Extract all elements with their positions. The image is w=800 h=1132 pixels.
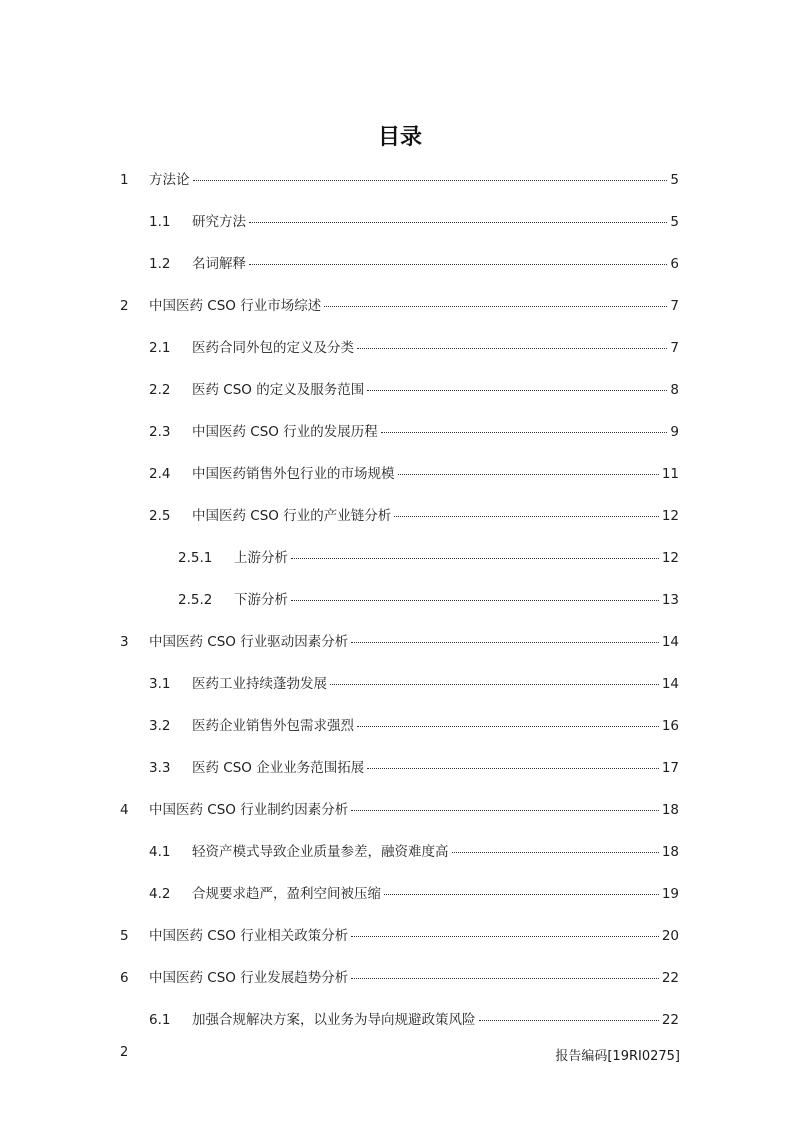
dot-leader	[351, 810, 659, 811]
dot-leader	[351, 978, 659, 979]
toc-entry-title: 合规要求趋严，盈利空间被压缩	[192, 886, 381, 902]
toc-entry-title: 中国医药 CSO 行业相关政策分析	[149, 928, 349, 944]
toc-entry-title: 轻资产模式导致企业质量参差，融资难度高	[192, 844, 449, 860]
toc-entry-title: 中国医药 CSO 行业制约因素分析	[149, 802, 349, 818]
dot-leader	[479, 1020, 659, 1021]
toc-entry-title: 下游分析	[234, 592, 288, 608]
toc-entry-title: 中国医药 CSO 行业驱动因素分析	[149, 634, 349, 650]
toc-entry-number: 2.3	[149, 424, 171, 440]
toc-entry[interactable]	[149, 336, 679, 356]
dot-leader	[357, 726, 659, 727]
dot-leader	[367, 390, 667, 391]
toc-entry-number: 4.2	[149, 886, 171, 902]
toc-entry-number: 3.2	[149, 718, 171, 734]
toc-entry[interactable]	[149, 840, 679, 860]
toc-entry-title: 加强合规解决方案，以业务为导向规避政策风险	[192, 1012, 476, 1028]
toc-entry-number: 4.1	[149, 844, 171, 860]
toc-entry[interactable]	[149, 252, 679, 272]
toc-entry-title: 方法论	[149, 172, 190, 188]
toc-entry-page: 22	[661, 1012, 679, 1028]
toc-entry-title: 医药 CSO 企业业务范围拓展	[192, 760, 365, 776]
dot-leader	[330, 684, 659, 685]
toc-entry[interactable]	[178, 588, 679, 608]
toc-entry[interactable]	[149, 714, 679, 734]
toc-entry[interactable]	[120, 294, 679, 314]
toc-entry-title: 名词解释	[192, 256, 246, 272]
toc-entry-title: 中国医药 CSO 行业的发展历程	[192, 424, 378, 440]
toc-entry-number: 2.2	[149, 382, 171, 398]
toc-entry-number: 1.2	[149, 256, 171, 272]
dot-leader	[367, 768, 659, 769]
dot-leader	[381, 432, 668, 433]
dot-leader	[384, 894, 659, 895]
toc-entry[interactable]	[120, 630, 679, 650]
toc-entry-page: 16	[661, 718, 679, 734]
toc-entry-title: 上游分析	[234, 550, 288, 566]
toc-entry[interactable]	[149, 1008, 679, 1028]
toc-entry-page: 17	[661, 760, 679, 776]
toc-entry-page: 5	[670, 214, 679, 230]
toc-entry-page: 18	[661, 844, 679, 860]
report-code: 报告编码[19RI0275]	[555, 1049, 680, 1064]
toc-entry[interactable]	[149, 462, 679, 482]
toc-entry-page: 20	[661, 928, 679, 944]
toc-entry-number: 4	[120, 802, 129, 818]
toc-entry-title: 中国医药销售外包行业的市场规模	[192, 466, 395, 482]
dot-leader	[291, 558, 659, 559]
toc-entry-number: 2.1	[149, 340, 171, 356]
toc-entry-title: 中国医药 CSO 行业市场综述	[149, 298, 322, 314]
toc-entry-page: 12	[661, 550, 679, 566]
dot-leader	[351, 936, 659, 937]
toc-entry-number: 6	[120, 970, 129, 986]
toc-entry[interactable]	[149, 504, 679, 524]
toc-entry-page: 7	[670, 298, 679, 314]
toc-entry-page: 14	[661, 634, 679, 650]
toc-entry-title: 医药 CSO 的定义及服务范围	[192, 382, 365, 398]
toc-entry-title: 研究方法	[192, 214, 246, 230]
toc-entry[interactable]	[149, 882, 679, 902]
toc-entry-number: 3.3	[149, 760, 171, 776]
dot-leader	[398, 474, 659, 475]
toc-entry-page: 22	[661, 970, 679, 986]
dot-leader	[452, 852, 659, 853]
toc-entry-number: 2.4	[149, 466, 171, 482]
dot-leader	[357, 348, 667, 349]
toc-entry-page: 12	[661, 508, 679, 524]
page-number: 2	[120, 1045, 129, 1060]
toc-entry[interactable]	[120, 924, 679, 944]
page-title: 目录	[377, 125, 422, 150]
toc-entry-page: 18	[661, 802, 679, 818]
toc-entry-page: 5	[670, 172, 679, 188]
toc-entry[interactable]	[120, 168, 679, 188]
toc-entry-title: 医药工业持续蓬勃发展	[192, 676, 327, 692]
toc-entry-number: 6.1	[149, 1012, 171, 1028]
toc-entry[interactable]	[149, 756, 679, 776]
toc-entry[interactable]	[120, 966, 679, 986]
toc-entry[interactable]	[120, 798, 679, 818]
toc-entry-title: 医药企业销售外包需求强烈	[192, 718, 354, 734]
toc-entry[interactable]	[178, 546, 679, 566]
dot-leader	[291, 600, 659, 601]
toc-entry[interactable]	[149, 378, 679, 398]
toc-entry-page: 13	[661, 592, 679, 608]
toc-entry-number: 2.5.2	[178, 592, 213, 608]
dot-leader	[351, 642, 659, 643]
toc-entry-title: 中国医药 CSO 行业发展趋势分析	[149, 970, 349, 986]
toc-entry[interactable]	[149, 420, 679, 440]
toc-entry-number: 2	[120, 298, 129, 314]
toc-entry-page: 6	[670, 256, 679, 272]
toc-entry-page: 7	[670, 340, 679, 356]
toc-entry-page: 19	[661, 886, 679, 902]
toc-entry[interactable]	[149, 210, 679, 230]
dot-leader	[193, 180, 668, 181]
toc-entry-number: 2.5.1	[178, 550, 213, 566]
toc-entry-number: 1.1	[149, 214, 171, 230]
toc-entry-number: 5	[120, 928, 129, 944]
toc-entry-title: 医药合同外包的定义及分类	[192, 340, 354, 356]
toc-entry-number: 3.1	[149, 676, 171, 692]
toc-entry-page: 8	[670, 382, 679, 398]
dot-leader	[249, 264, 667, 265]
dot-leader	[394, 516, 659, 517]
toc-entry-page: 9	[670, 424, 679, 440]
toc-entry-page: 14	[661, 676, 679, 692]
toc-entry-number: 1	[120, 172, 129, 188]
toc-entry-number: 2.5	[149, 508, 171, 524]
toc-entry[interactable]	[149, 672, 679, 692]
dot-leader	[324, 306, 667, 307]
dot-leader	[249, 222, 667, 223]
toc-entry-number: 3	[120, 634, 129, 650]
toc-entry-title: 中国医药 CSO 行业的产业链分析	[192, 508, 392, 524]
toc-entry-page: 11	[661, 466, 679, 482]
